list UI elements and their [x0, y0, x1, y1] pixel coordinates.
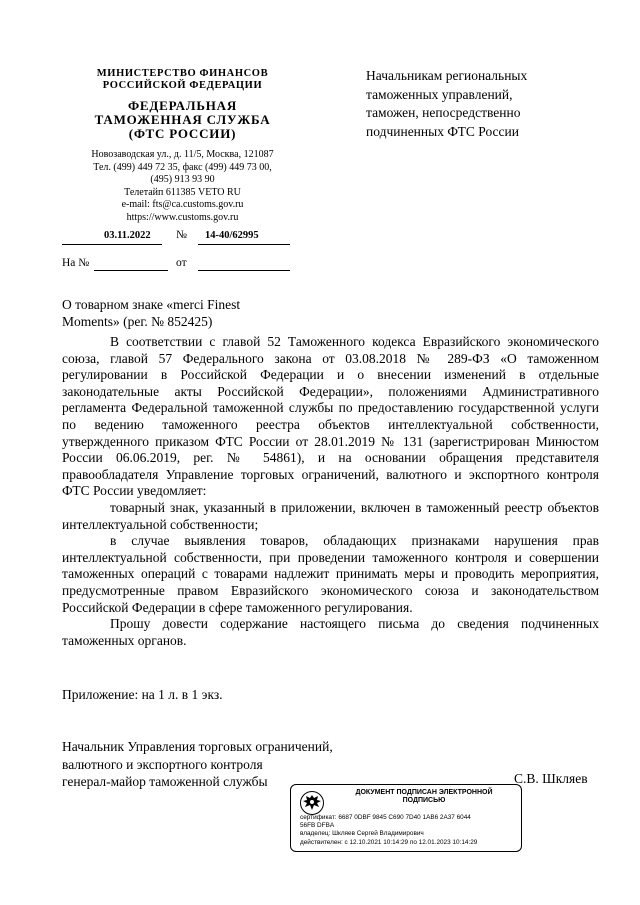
date-underline [62, 244, 162, 245]
incoming-date-label: от [176, 257, 187, 269]
e-signature-stamp [290, 784, 522, 852]
letter-date: 03.11.2022 [104, 230, 151, 241]
number-sign: № [176, 229, 187, 241]
stamp-title: ДОКУМЕНТ ПОДПИСАН ЭЛЕКТРОННОЙ ПОДПИСЬЮ [355, 789, 493, 804]
letter-body [62, 334, 599, 649]
body-paragraph-2: товарный знак, указанный в приложении, включен в таможенный реестр объектов интеллектуальной собственности; [62, 499, 599, 532]
agency-name: ФЕДЕРАЛЬНАЯ ТАМОЖЕННАЯ СЛУЖБА (ФТС РОССИИ) [94, 98, 271, 141]
eagle-emblem-icon [299, 790, 325, 816]
body-paragraph-4: Прошу довести содержание настоящего письма до сведения подчиненных таможенных органов. [62, 616, 599, 648]
letter-subject: О товарном знаке «merci Finest Moments» (рег. № 852425) [62, 297, 241, 329]
agency-contacts: Новозаводская ул., д. 11/5, Москва, 121087 Тел. (499) 449 72 35, факс (499) 449 73 00, (495) 913 93 90 Телетайп 611385 VETO RU e-mail: fts@ca.customs.gov.ru https://www.customs.gov.ru [91, 149, 274, 223]
body-paragraph-3: в случае выявления товаров, обладающих признаками нарушения прав интеллектуальной собственности, при проведении таможенного контроля и совершении таможенных операций с товарами надлежит принимать меры и проводить мероприятия, предусмотренные правом Евразийского экономического союза и законодательством Российской Федерации в сфере таможенного регулирования. [62, 533, 599, 615]
letterhead [50, 68, 315, 224]
stamp-details: сертификат: 6687 0DBF 9845 C690 7D40 1AB6 2A37 6044 56FB DFBA владелец: Шкляев Сергей Владимирович действителен: с 12.10.2021 10:14:29 по 12.01.2023 10:14:29 [300, 814, 478, 846]
incoming-number-label: На № [62, 257, 90, 269]
incoming-date-line [198, 270, 290, 271]
incoming-number-line [94, 270, 168, 271]
signer-name: С.В. Шкляев [514, 771, 588, 786]
number-underline [198, 244, 290, 245]
signer-position: Начальник Управления торговых ограничений, валютного и экспортного контроля генерал-майор таможенной службы [62, 739, 333, 789]
attachment-note: Приложение: на 1 л. в 1 экз. [62, 687, 223, 702]
addressee: Начальникам региональных таможенных управлений, таможен, непосредственно подчиненных ФТС России [366, 68, 528, 139]
letter-number: 14-40/62995 [205, 230, 259, 241]
body-paragraph-1: В соответствии с главой 52 Таможенного кодекса Евразийского экономического союза, главой 57 Федерального закона от 03.08.2018 № 289-ФЗ «О таможенном регулировании в Российской Федерации и о внесении изменений в отдельные законодательные акты Российской Федерации», положениями Административного регламента Федеральной таможенной службы по предоставлению государственной услуги по ведению таможенного реестра объектов интеллектуальной собственности, утвержденного приказом ФТС России от 28.01.2019 № 131 (зарегистрирован Минюстом России 06.06.2019, рег. № 54861), и на основании обращения представителя правообладателя Управление торговых ограничений, валютного и экспортного контроля ФТС России уведомляет: [62, 334, 599, 499]
ministry-name: МИНИСТЕРСТВО ФИНАНСОВ РОССИЙСКОЙ ФЕДЕРАЦИИ [96, 68, 269, 91]
